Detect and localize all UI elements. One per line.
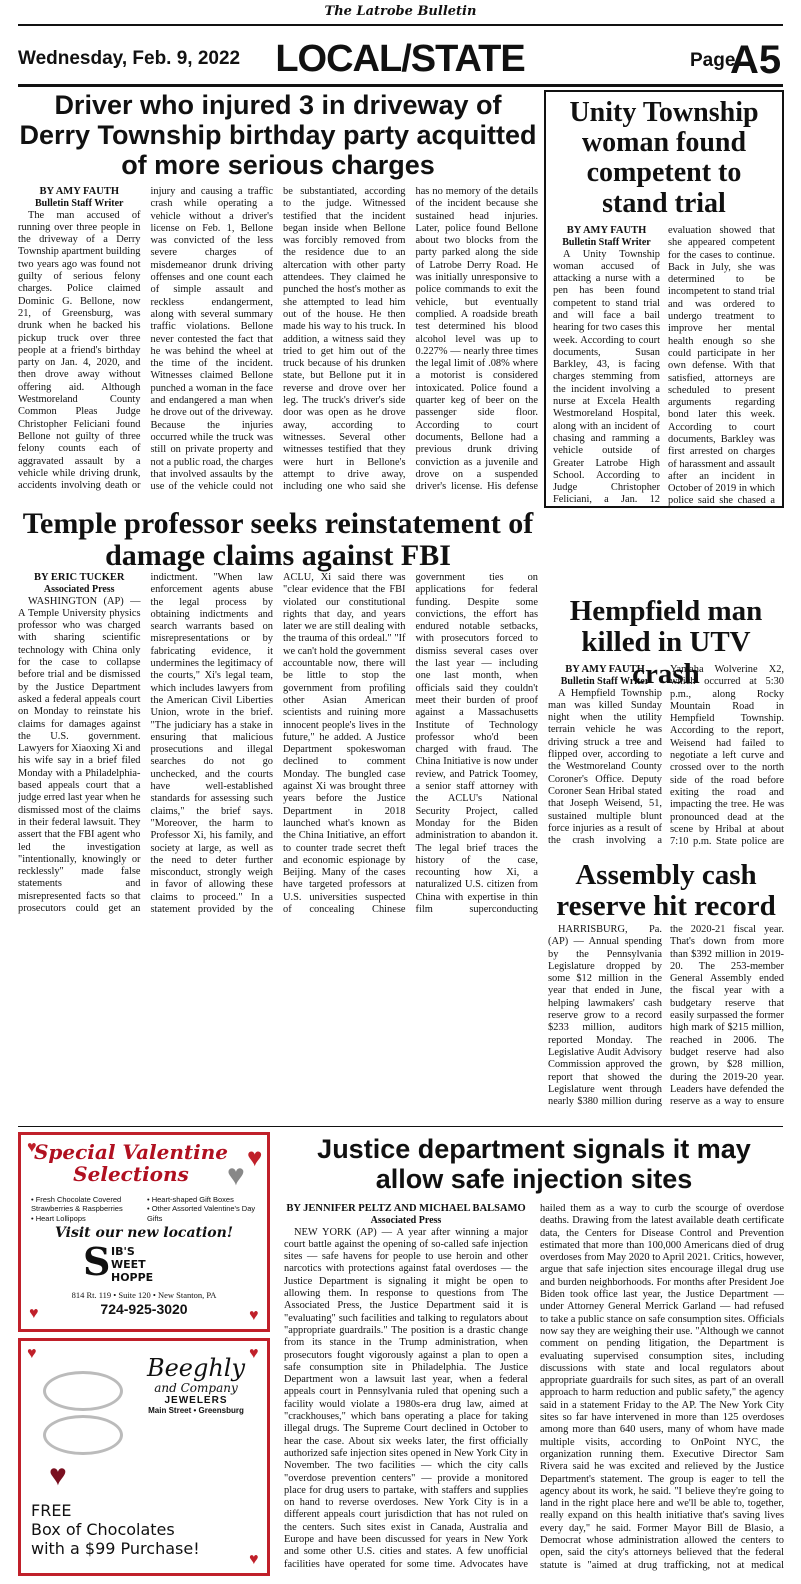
story3-headline: Temple professor seeks reinstatement of damage claims against FBI (22, 508, 534, 573)
masthead: The Latrobe Bulletin (324, 4, 477, 19)
masthead-rule (18, 24, 783, 26)
story3-byline: BY ERIC TUCKER (34, 572, 125, 583)
ad2-offer: with a $99 Purchase! (31, 1539, 200, 1559)
heart-icon: ♥ (249, 1551, 259, 1568)
ring-image (43, 1371, 123, 1411)
ad2-offer: FREE (31, 1501, 72, 1520)
heart-icon: ♥ (247, 1143, 263, 1172)
issue-date: Wednesday, Feb. 9, 2022 (18, 48, 241, 69)
heart-icon: ♥ (249, 1307, 259, 1324)
story3-article (18, 572, 538, 920)
ad2-jewelers: JEWELERS (164, 1395, 228, 1407)
section-title: LOCAL/STATE (275, 38, 525, 80)
heart-icon: ♥ (27, 1345, 37, 1362)
ad1-logo (83, 1239, 213, 1285)
page-number: A5 (730, 38, 782, 82)
ad1-tagline: Visit our new location! (55, 1225, 233, 1241)
story6-article (284, 1203, 784, 1579)
story6-headline: Justice department signals it may allow safe injection sites (317, 1134, 751, 1195)
ad1-item: • Fresh Chocolate Covered Strawberries & Raspberries (31, 1195, 123, 1214)
story2-body: A Unity Township woman accused of attacking a nurse with a pen has been found competent to stand trial and will face a bail hearing for two cases this week. According to court documents, Susan Barkley, 43, is facing charges stemming from the incident involving a nurse at Excela Health Westmoreland Hospital, along with an incident of chasing and ramming a vehicle outside of Greater Latrobe High School. According to Judge Christopher Feliciani, a Jan. 12 evaluation showed that she appeared competent for the cases to continue. Back in July, she was determined to be incompetent to stand trial and was ordered to undergo treatment to improve her mental health enough so she could participate in her own defense. With that satisfied, attorneys are scheduled to present arguments regarding bond later this week. According to court documents, Barkley was first arrested on charges of harassment and assault after an incident in October of 2019 in which police said she chased a (553, 224, 775, 507)
heart-icon: ♥ (29, 1305, 39, 1322)
valentine-ad (18, 1132, 270, 1332)
ring-image (43, 1415, 123, 1455)
ad1-address: 814 Rt. 119 • Suite 120 • New Stanton, PA (71, 1290, 217, 1300)
story3-byline-role: Associated Press (43, 584, 115, 596)
story5-headline: Assembly cash reserve hit record (556, 860, 776, 923)
ad1-item: • Heart Lollipops (31, 1213, 86, 1223)
ad1-item: • Other Assorted Valentine's Day Gifts (147, 1204, 256, 1223)
pendant-heart-icon: ♥ (49, 1459, 67, 1492)
story2-byline: BY AMY FAUTH (566, 224, 647, 236)
header-rule (18, 84, 783, 87)
story2-headline: Unity Township woman found competent to stand trial (569, 97, 759, 219)
story1-body: The man accused of running over three people in the driveway of a Derry Township apartment building two years ago was found not guilty of serious felony charges. Police claimed Dominic G. Bellone, now 21, of Greensburg, was drunk when he backed his pickup truck over three people at a friend's birthday party on Jan. 4, 2020, and then drove away without offering aid. Although Westmoreland County Common Pleas Judge Christopher Feliciani found Bellone not guilty of three felony counts each of aggravated assault by a vehicle while driving drunk, accidents involving death or injury and causing a traffic crash while operating a vehicle without a driver's license on Feb. 1, Bellone was convicted of the less severe charges of misdemeanor drunk driving offenses and one count each of simple assault and reckless endangerment, along with several summary traffic violations. Bellone never contested the fact that he was behind the wheel at the time of the incident. Witnesses claimed Bellone punched a woman in the face and endangered a man when he drove out of the driveway. Because the injuries occurred while the truck was still on private property and not a public road, the charges that involved assaults by the use of the vehicle could not be substantiated, according to the judge. Witnessed testified that the incident began inside when Bellone was forcibly removed from the residence due to an altercation with other party attendees. They claimed he punched the host's mother as she attempted to lead him out of the house. He then made his way to his truck. In addition, a witness said they tried to get him out of the truck because of his drunken state, but Bellone put it in reverse and drove over her leg. The truck's driver's side door was open as he drove away, according to witnesses. Several other witnesses testified that they were hurt in Bellone's attempt to drive away, including one who said she has no memory of the details of the incident because she sustained head injuries. Later, police found Bellone about two blocks from the party parked along the side of Latrobe Derry Road. He was initially unresponsive to police commands to exit the vehicle, but eventually complied. A roadside breath test determined his blood alcohol level was up to 0.227% — nearly three times the legal limit of .08% where a motorist is considered intoxicated. Police found a quarter keg of beer on the passenger side floor. According to court documents, Bellone had a previous drunk driving conviction as a juvenile and drove on a suspended driver's license. His defense (18, 186, 538, 493)
story4-headline: Hempfield man killed in UTV crash (569, 596, 763, 690)
story1-article (18, 186, 538, 504)
jeweler-ad (18, 1338, 270, 1576)
ad1-logo-initial: S (83, 1239, 111, 1284)
story4-body: A Hempfield Township man was killed Sunday night when the utility terrain vehicle he was driving struck a tree and flipped over, according to the Westmoreland County Coroner's Office. Deputy Coroner Sean Hribal stated that Joseph Weisend, 51, sustained multiple blunt force injuries as a result of the crash involving a Yamaha Wolverine X2, which occurred at 5:30 p.m., along Rocky Mountain Road in Hempfield Township. According to the report, Weisend had failed to negotiate a left curve and crossed over to the north side of the road before exiting the road and impacting the tree. He was pronounced dead at the scene by Hribal at about 7:10 p.m. State police are (548, 664, 784, 848)
ad1-logo-line: IB'S (111, 1245, 135, 1258)
ad1-logo-line: HOPPE (111, 1271, 154, 1284)
ad1-logo-line: WEET (111, 1258, 146, 1271)
heart-icon: ♥ (227, 1159, 245, 1192)
story5-body: HARRISBURG, Pa. (AP) — Annual spending by the Pennsylvania Legislature dropped by some $12 million in the year that ended in June, helping lawmakers' cash reserve grow to a record $233 million, auditors reported Monday. The Legislative Audit Advisory Commission approved the report that showed the Legislature went through nearly $380 million during the 2020-21 fiscal year. That's down from more than $392 million in 2019-20. The 253-member General Assembly ended the fiscal year with a budgetary reserve that easily surpassed the former high mark of $215 million, reached in 2006. The budget reserve had also grown, by $28 million, during the 2019-20 year. Leaders have defended the reserve as a way to ensure (548, 924, 784, 1108)
story3-body: WASHINGTON (AP) — A Temple University physics professor who was charged with sharing scientific technology with China only for the case to collapse before trial and be dismissed by the Justice Department asked a federal appeals court on Monday to reinstate his claims for damages against the U.S. government. Lawyers for Xiaoxing Xi and his wife say in a brief filed Monday with a Philadelphia-based appeals court that a judge erred last year when he dismissed most of the claims in their federal lawsuit. They assert that the FBI agent who led the investigation "intentionally, knowingly or recklessly" made false statements and misrepresented facts so that prosecutors could get an indictment. "When law enforcement agents abuse the legal process by obtaining indictments and search warrants based on misrepresentations or by fabricating evidence, it undermines the legitimacy of the courts," Xi's legal team, which includes lawyers from the American Civil Liberties Union, wrote in the brief. "The judiciary has a stake in ensuring that malicious prosecutions and illegal searches do not go unchecked, and the courts have well-established standards for assessing such claims," the brief says. "Moreover, the harm to Professor Xi, his family, and society at large, as well as the need to deter further misconduct, strongly weigh in favor of allowing these claims to proceed." In a statement provided by the ACLU, Xi said there was "clear evidence that the FBI violated our constitutional rights that day, and years later we are still dealing with the trauma of this ordeal." "If we can't hold the government accountable now, there will be little to stop the government from profiling other Asian American scientists and ruining more innocent people's lives in the future," he added. A Justice Department spokeswoman declined to comment Monday. The bungled case against Xi was brought three years before the Justice Department in 2018 launched what's known as the China Initiative, an effort to counter trade secret theft and economic espionage by Beijing. Many of the cases have targeted professors at U.S. universities suspected of concealing Chinese government ties on applications for federal funding. Despite some convictions, the effort has endured notable setbacks, with prosecutors forced to dismiss several cases over the last year — including one last month, when officials said they couldn't meet their burden of proof against a Massachusetts Institute of Technology professor who'd been charged with fraud. The China Initiative is now under review, and Patrick Toomey, a senior staff attorney with the ACLU's National Security Project, called Monday for the Biden administration to abandon it. The legal brief traces the history of the case, recounting how Xi, a naturalized U.S. citizen from China with expertise in thin film superconducting (18, 572, 538, 916)
heart-icon: ♥ (27, 1139, 37, 1156)
story6-byline: BY JENNIFER PELTZ AND MICHAEL BALSAMO (286, 1203, 526, 1214)
ad2-brand-sub: and Company (154, 1381, 238, 1396)
heart-icon: ♥ (249, 1345, 259, 1362)
story1-headline: Driver who injured 3 in driveway of Derry Township birthday party acquitted of more serious charges (19, 90, 537, 181)
story6-byline-role: Associated Press (370, 1215, 442, 1227)
ad1-phone: 724-925-3020 (100, 1301, 188, 1317)
story4-byline: BY AMY FAUTH (565, 664, 645, 675)
story1-byline: BY AMY FAUTH (39, 186, 120, 197)
story1-byline-role: Bulletin Staff Writer (34, 198, 124, 210)
ad2-location: Main Street • Greensburg (148, 1406, 244, 1416)
story5-article (548, 924, 784, 1120)
ad2-offer: Box of Chocolates (31, 1520, 175, 1540)
story4-byline-role: Bulletin Staff Writer (560, 676, 650, 688)
page-label: Page (690, 50, 736, 71)
ad1-title: Special Valentine Selections (33, 1140, 229, 1186)
story6-body: NEW YORK (AP) — A year after winning a major court battle against the opening of so-called safe injection sites — safe havens for people to use heroin and other narcotics with protections against fatal overdoses — the Justice Department is signaling it might be open to allowing them. In response to questions from The Associated Press, the Justice Department said it is "evaluating" such facilities and talking to regulators about "appropriate guardrails." The position is a drastic change from its stance in the Trump administration, when prosecutors fought vigorously against a plan to open a safe consumption site in Philadelphia. The Justice Department won a lawsuit last year, when a federal appeals court in Pennsylvania ruled that opening such a facility would violate a 1980s-era drug law, aimed at "crackhouses," which bans operating a place for taking illegal drugs. The Supreme Court declined in October to hear the case. About six weeks later, the first officially authorized safe injection sites opened in New York City in November. The two facilities — which the city calls "overdose prevention centers" — provide a monitored place for drug users to partake, with staffers and supplies on hand to reverse overdoses. New York City is in a different appeals court jurisdiction that has not ruled on the centers. Such sites exist in Canada, Australia and Europe and have been discussed for years in New York and some other U.S. cities and states. A few unofficial facilities have operated for some time. Advocates have hailed them as a way to curb the scourge of overdose deaths. Drawing from the latest available death certificate data, the Centers for Disease Control and Prevention estimated that more than 100,000 Americans died of drug overdoses from May 2020 to April 2021. Critics, however, argue that safe injection sites encourage illegal drug use and burden neighborhoods. For months after President Joe Biden took office last year, the Justice Department — under Attorney General Merrick Garland — had refused to take a public stance on safe consumption sites. Officials now say they are weighing their use. "Although we cannot comment on pending litigation, the Department is evaluating supervised consumption sites, including discussions with state and local regulators about appropriate guardrails for such sites, as part of an overall approach to harm reduction and public safety," the agency said in a statement Friday to the AP. The New York City sites so far have intervened in more than 125 overdoses among more than 640 users, many of whom have made multiple visits, according to OnPoint NYC, the organization running them. Executive Director Sam Rivera said he was excited and relieved by the Justice Department's statement. The group is eager to tell the agency about its work, he said. "I believe they're going to land in the right place here and we'll be able to, together, really expand on this health initiative that's saving lives every day," he said. Former Mayor Bill de Blasio, a Democrat whose administration allowed the centers to open, said the city's attorneys believed that the federal statute is "aimed at drug trafficking, not at medical (284, 1203, 784, 1571)
story2-box (544, 90, 784, 508)
story4-article (548, 664, 784, 854)
section-divider (18, 1126, 783, 1127)
ad1-item: • Heart-shaped Gift Boxes (147, 1195, 234, 1204)
ad2-brand: Beeghly (146, 1354, 246, 1382)
story2-byline-role: Bulletin Staff Writer (562, 237, 651, 248)
